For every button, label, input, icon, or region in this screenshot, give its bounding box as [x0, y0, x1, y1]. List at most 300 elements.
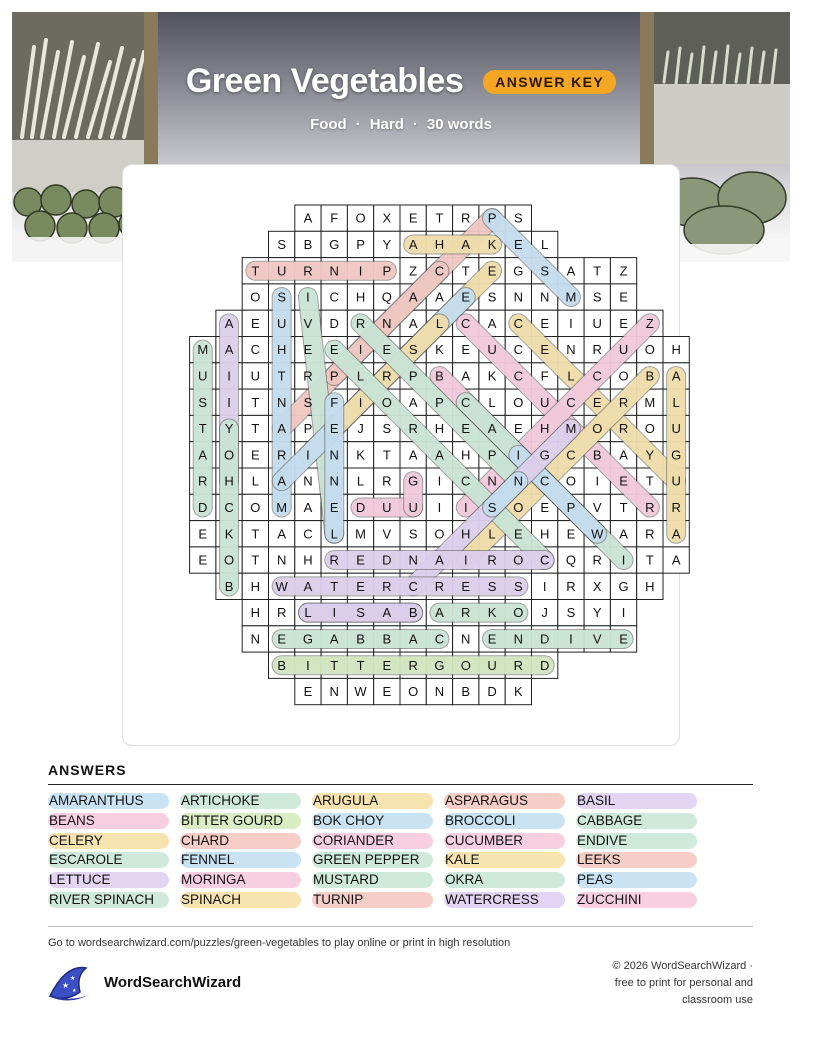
grid-letter: Z [409, 263, 418, 279]
grid-letter: L [251, 473, 259, 489]
grid-letter: C [513, 342, 524, 358]
grid-letter: L [330, 526, 338, 542]
grid-letter: A [408, 631, 418, 647]
grid-letter: N [303, 473, 313, 489]
grid-letter: T [619, 499, 628, 515]
grid-letter: R [618, 394, 629, 410]
grid-letter: E [382, 684, 392, 700]
grid-letter: L [488, 526, 496, 542]
grid-letter: N [408, 552, 418, 568]
grid-letter: G [671, 447, 682, 463]
answer-word: ARTICHOKE [180, 793, 301, 809]
grid-letter: A [303, 578, 313, 594]
grid-letter: M [565, 421, 577, 437]
answer-key-badge: ANSWER KEY [483, 70, 616, 94]
grid-letter: N [329, 447, 339, 463]
grid-letter: O [381, 394, 392, 410]
grid-letter: E [382, 657, 392, 673]
grid-letter: S [592, 289, 602, 305]
grid-letter: C [303, 526, 313, 542]
grid-letter: D [355, 499, 366, 515]
grid-letter: E [540, 342, 549, 358]
grid-letter: N [329, 473, 339, 489]
grid-letter: S [487, 289, 497, 305]
answer-word: TURNIP [312, 892, 433, 908]
grid-letter: R [487, 552, 497, 568]
grid-letter: N [513, 631, 524, 647]
grid-letter: S [540, 263, 549, 279]
page-title: Green Vegetables [185, 62, 464, 100]
grid-letter: I [306, 447, 310, 463]
grid-letter: T [330, 578, 339, 594]
grid-letter: E [540, 499, 549, 515]
grid-letter: Z [645, 315, 654, 331]
grid-letter: W [591, 526, 604, 542]
answer-word: CUCUMBER [444, 833, 565, 849]
grid-letter: C [434, 631, 445, 647]
grid-letter: R [592, 342, 602, 358]
grid-letter: E [303, 684, 313, 700]
answer-word: ESCAROLE [48, 852, 169, 868]
grid-letter: I [358, 263, 363, 279]
grid-letter: L [488, 394, 496, 410]
footer-link-text: Go to wordsearchwizard.com/puzzles/green-vegetables to play online or print in high resolution [48, 937, 511, 949]
grid-letter: W [275, 578, 288, 594]
grid-letter: E [619, 473, 628, 489]
grid-letter: K [487, 368, 497, 384]
grid-letter: P [435, 394, 444, 410]
grid-letter: R [461, 605, 471, 621]
grid-letter: A [408, 447, 418, 463]
grid-letter: P [303, 421, 313, 437]
grid-letter: L [541, 236, 549, 252]
grid-letter: B [303, 236, 313, 252]
grid-letter: A [671, 526, 681, 542]
grid-letter: O [644, 342, 655, 358]
grid-letter: U [408, 499, 418, 515]
grid-letter: S [303, 394, 313, 410]
grid-letter: A [435, 552, 444, 568]
grid-letter: G [302, 631, 314, 647]
wizard-hat-icon [46, 962, 94, 1004]
grid-letter: C [566, 447, 576, 463]
grid-letter: H [539, 421, 550, 437]
grid-letter: O [250, 499, 261, 515]
grid-letter: K [356, 447, 365, 463]
grid-letter: T [277, 368, 286, 384]
answer-word: LETTUCE [48, 872, 169, 888]
grid-letter: O [223, 447, 235, 463]
grid-letter: A [671, 368, 681, 384]
grid-letter: I [569, 315, 573, 331]
grid-letter: O [644, 421, 655, 437]
grid-letter: G [329, 236, 340, 252]
grid-letter: I [437, 473, 442, 489]
grid-letter: Q [565, 552, 577, 568]
grid-letter: E [461, 421, 471, 437]
grid-letter: C [434, 263, 445, 279]
grid-letter: A [277, 421, 286, 437]
grid-letter: J [357, 421, 364, 437]
grid-letter: F [540, 368, 549, 384]
grid-letter: R [303, 368, 313, 384]
grid-letter: U [487, 657, 497, 673]
word-count-label: 30 words [426, 116, 492, 133]
grid-letter: A [198, 447, 208, 463]
grid-letter: N [276, 552, 287, 568]
grid-letter: N [382, 315, 392, 331]
grid-letter: S [277, 236, 286, 252]
grid-letter: R [329, 552, 339, 568]
grid-letter: T [593, 263, 602, 279]
grid-letter: C [250, 342, 261, 358]
grid-letter: R [303, 263, 313, 279]
grid-letter: Y [224, 421, 234, 437]
grid-letter: H [461, 526, 471, 542]
grid-letter: I [595, 473, 600, 489]
grid-letter: B [461, 684, 471, 700]
answer-word: BOK CHOY [312, 813, 433, 829]
grid-letter: H [461, 447, 471, 463]
grid-letter: E [198, 526, 208, 542]
grid-letter: O [513, 394, 524, 410]
answer-word: BITTER GOURD [180, 813, 301, 829]
grid-letter: I [569, 631, 573, 647]
grid-letter: E [356, 552, 365, 568]
grid-letter: C [566, 394, 576, 410]
answer-word: CORIANDER [312, 833, 433, 849]
grid-letter: A [277, 473, 286, 489]
grid-letter: P [356, 236, 365, 252]
grid-letter: P [329, 368, 339, 384]
grid-letter: S [382, 421, 392, 437]
grid-letter: I [542, 578, 547, 594]
grid-letter: T [251, 526, 260, 542]
answer-word: MORINGA [180, 872, 301, 888]
grid-letter: M [644, 394, 656, 410]
grid-letter: K [487, 236, 497, 252]
grid-letter: R [408, 657, 418, 673]
grid-letter: V [382, 526, 392, 542]
answer-word: RIVER SPINACH [48, 892, 169, 908]
grid-letter: A [224, 315, 234, 331]
grid-letter: E [329, 421, 339, 437]
grid-letter: U [592, 315, 602, 331]
copyright-line: © 2026 WordSearchWizard · [612, 960, 753, 972]
grid-letter: E [461, 289, 471, 305]
grid-letter: C [592, 368, 602, 384]
grid-letter: H [671, 342, 681, 358]
grid-letter: T [330, 657, 339, 673]
grid-letter: U [671, 421, 681, 437]
grid-letter: I [306, 289, 310, 305]
grid-letter: H [434, 421, 445, 437]
grid-letter: J [541, 605, 548, 621]
grid-letter: I [463, 552, 468, 568]
grid-letter: M [565, 289, 577, 305]
grid-letter: N [487, 473, 497, 489]
category-label: Food [310, 116, 347, 133]
grid-letter: N [250, 631, 261, 647]
grid-letter: E [619, 289, 628, 305]
grid-letter: T [251, 552, 260, 568]
grid-letter: P [566, 499, 576, 515]
grid-letter: A [408, 394, 418, 410]
divider [48, 784, 753, 785]
grid-letter: O [434, 526, 445, 542]
grid-letter: B [356, 631, 365, 647]
grid-letter: H [434, 236, 445, 252]
grid-letter: L [356, 473, 365, 489]
answer-word: FENNEL [180, 852, 301, 868]
answer-word: BASIL [576, 793, 697, 809]
grid-letter: Y [382, 236, 392, 252]
grid-letter: N [434, 684, 445, 700]
grid-letter: T [645, 552, 654, 568]
grid-letter: Q [381, 289, 392, 305]
grid-letter: G [513, 263, 524, 279]
grid-letter: E [251, 315, 260, 331]
grid-letter: O [565, 473, 577, 489]
grid-letter: A [382, 605, 392, 621]
answer-word: OKRA [444, 872, 565, 888]
grid-letter: K [435, 342, 444, 358]
grid-letter: L [567, 368, 575, 384]
divider [48, 926, 753, 927]
grid-letter: D [487, 684, 497, 700]
brand-name: WordSearchWizard [104, 974, 242, 991]
grid-letter: N [461, 631, 471, 647]
grid-letter: U [487, 342, 497, 358]
grid-letter: E [514, 236, 523, 252]
grid-letter: H [250, 578, 261, 594]
grid-letter: R [645, 526, 655, 542]
grid-letter: A [408, 315, 418, 331]
answer-word: KALE [444, 852, 565, 868]
grid-letter: C [408, 578, 418, 594]
grid-letter: I [227, 394, 231, 410]
grid-letter: I [621, 605, 626, 621]
grid-letter: C [461, 473, 471, 489]
grid-letter: L [435, 315, 444, 331]
word-search-grid [123, 165, 682, 745]
grid-letter: O [513, 552, 524, 568]
svg-text:★: ★ [72, 988, 77, 994]
grid-letter: E [514, 421, 523, 437]
grid-letter: S [198, 394, 208, 410]
copyright-line: classroom use [682, 994, 753, 1006]
grid-letter: W [354, 684, 367, 700]
grid-letter: O [513, 605, 524, 621]
grid-letter: T [461, 263, 470, 279]
grid-letter: U [539, 394, 550, 410]
grid-letter: D [539, 657, 550, 673]
answer-word: BEANS [48, 813, 169, 829]
grid-letter: U [671, 473, 681, 489]
grid-letter: N [513, 289, 524, 305]
grid-letter: A [619, 526, 628, 542]
grid-letter: N [513, 473, 524, 489]
grid-letter: M [276, 499, 288, 515]
answer-word: MUSTARD [312, 872, 433, 888]
grid-letter: A [408, 289, 418, 305]
grid-letter: H [276, 342, 287, 358]
grid-letter: D [539, 631, 550, 647]
grid-letter: R [592, 552, 602, 568]
grid-letter: T [435, 210, 444, 226]
grid-letter: R [382, 368, 392, 384]
grid-letter: K [487, 605, 497, 621]
grid-letter: S [487, 499, 497, 515]
grid-letter: H [355, 289, 366, 305]
grid-letter: O [460, 657, 471, 673]
grid-letter: P [408, 368, 418, 384]
grid-letter: F [330, 394, 339, 410]
grid-letter: E [303, 342, 313, 358]
grid-letter: G [539, 447, 550, 463]
grid-letter: A [619, 447, 628, 463]
grid-letter: A [487, 421, 497, 437]
grid-letter: X [382, 210, 392, 226]
grid-letter: K [224, 526, 234, 542]
grid-letter: S [514, 210, 523, 226]
grid-letter: R [566, 578, 576, 594]
grid-letter: A [329, 631, 339, 647]
grid-letter: I [437, 499, 442, 515]
grid-letter: C [539, 552, 550, 568]
grid-letter: H [250, 605, 261, 621]
grid-letter: E [592, 394, 602, 410]
grid-letter: F [330, 210, 339, 226]
copyright-line: free to print for personal and [614, 977, 753, 989]
grid-letter: I [306, 657, 310, 673]
difficulty-label: Hard [369, 116, 404, 133]
grid-letter: O [513, 499, 524, 515]
grid-letter: C [224, 499, 234, 515]
grid-letter: V [592, 631, 602, 647]
grid-letter: S [356, 605, 365, 621]
grid-letter: U [250, 368, 261, 384]
grid-letter: I [516, 447, 521, 463]
grid-letter: E [382, 342, 392, 358]
answer-word: AMARANTHUS [48, 793, 169, 809]
grid-letter: O [223, 552, 235, 568]
grid-letter: E [356, 578, 365, 594]
grid-letter: Y [592, 605, 602, 621]
grid-letter: N [329, 684, 339, 700]
grid-letter: K [514, 684, 523, 700]
grid-letter: T [645, 473, 654, 489]
grid-letter: P [382, 263, 392, 279]
grid-letter: T [198, 421, 207, 437]
grid-letter: B [645, 368, 655, 384]
answer-word: ENDIVE [576, 833, 697, 849]
grid-letter: M [355, 526, 366, 542]
grid-letter: H [645, 578, 655, 594]
grid-letter: E [619, 631, 628, 647]
grid-letter: A [303, 210, 313, 226]
grid-letter: R [513, 657, 524, 673]
grid-letter: R [408, 421, 418, 437]
grid-letter: T [382, 447, 391, 463]
grid-letter: P [487, 447, 497, 463]
grid-letter: R [382, 578, 392, 594]
grid-letter: T [251, 421, 260, 437]
grid-letter: E [461, 578, 471, 594]
grid-letter: C [329, 289, 339, 305]
grid-letter: I [463, 499, 468, 515]
answer-word: LEEKS [576, 852, 697, 868]
grid-letter: T [356, 657, 365, 673]
answer-word: GREEN PEPPER [312, 852, 433, 868]
grid-letter: T [251, 263, 260, 279]
grid-letter: R [434, 578, 445, 594]
grid-letter: X [592, 578, 602, 594]
puzzle-meta: Food · Hard · 30 words [310, 116, 492, 133]
grid-letter: R [198, 473, 208, 489]
grid-letter: E [251, 447, 260, 463]
grid-letter: P [487, 210, 497, 226]
grid-letter: A [487, 315, 497, 331]
answer-word: ASPARAGUS [444, 793, 565, 809]
grid-letter: O [355, 210, 366, 226]
grid-letter: R [276, 447, 287, 463]
grid-letter: B [382, 631, 392, 647]
grid-letter: E [514, 526, 523, 542]
grid-letter: E [329, 499, 339, 515]
grid-letter: E [198, 552, 208, 568]
grid-letter: E [329, 342, 339, 358]
grid-letter: U [198, 368, 208, 384]
grid-letter: L [356, 368, 365, 384]
grid-letter: S [514, 578, 523, 594]
grid-letter: L [672, 394, 680, 410]
grid-letter: H [303, 552, 313, 568]
grid-letter: C [539, 473, 550, 489]
grid-letter: U [276, 263, 287, 279]
grid-letter: A [435, 289, 444, 305]
grid-letter: A [435, 447, 444, 463]
grid-letter: I [358, 342, 363, 358]
grid-letter: B [408, 605, 418, 621]
grid-letter: B [277, 657, 286, 673]
grid-letter: E [540, 315, 549, 331]
grid-letter: A [224, 342, 234, 358]
grid-letter: U [276, 315, 287, 331]
grid-letter: Z [619, 263, 628, 279]
copyright-notice [553, 958, 753, 1009]
grid-letter: R [276, 605, 287, 621]
grid-letter: I [621, 552, 626, 568]
grid-letter: A [435, 605, 444, 621]
grid-letter: M [197, 342, 209, 358]
answer-word: CABBAGE [576, 813, 697, 829]
grid-letter: E [277, 631, 286, 647]
grid-letter: S [408, 526, 418, 542]
grid-letter: H [539, 526, 550, 542]
grid-letter: D [329, 315, 339, 331]
grid-letter: E [408, 210, 418, 226]
grid-letter: E [461, 342, 471, 358]
grid-letter: Y [645, 447, 655, 463]
grid-letter: G [408, 473, 419, 489]
grid-letter: A [461, 368, 471, 384]
grid-letter: R [461, 210, 471, 226]
grid-letter: R [645, 499, 655, 515]
grid-letter: A [408, 236, 418, 252]
grid-letter: C [461, 394, 471, 410]
grid-letter: O [618, 368, 629, 384]
